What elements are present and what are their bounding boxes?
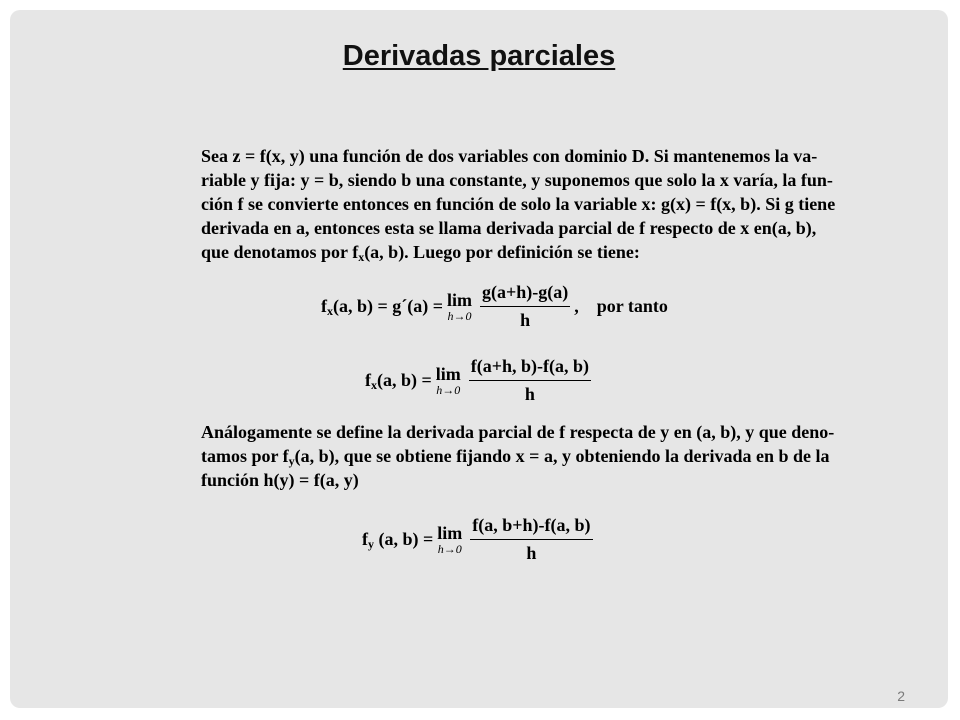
limit-subscript: h→0 — [437, 542, 462, 556]
function-symbol: f — [362, 529, 368, 549]
definition-paragraph — [201, 144, 881, 264]
limit-subscript: h→0 — [447, 309, 472, 323]
denominator: h — [526, 543, 537, 563]
limit-label: lim — [437, 523, 463, 543]
slide-title: Derivadas parciales — [342, 40, 616, 72]
paragraph-line: Sea z = f(x, y) una función de dos variables con dominio D. Si mantenemos la va- — [201, 146, 818, 166]
eq-lhs — [362, 529, 433, 550]
paragraph-line: ción f se convierte entonces en función de solo la variable x: g(x) = f(x, b). Si g tiene — [201, 194, 836, 214]
analogous-paragraph — [201, 420, 881, 492]
paragraph-line: Análogamente se define la derivada parcial de f respecta de y en (a, b), y que deno- — [201, 422, 835, 442]
eq-suffix: , por tanto — [574, 296, 668, 316]
slide — [10, 10, 948, 708]
subscript: x — [358, 250, 365, 264]
text-run: tamos por f — [201, 446, 289, 466]
fraction — [480, 282, 570, 331]
paragraph-line: derivada en a, entonces esta se llama derivada parcial de f respecto de x en(a, b), — [201, 218, 817, 238]
equation-partial-x-via-g — [321, 282, 668, 331]
subscript: x — [327, 304, 333, 318]
numerator: f(a+h, b)-f(a, b) — [469, 356, 591, 381]
paragraph-line: riable y fija: y = b, siendo b una constante, y suponemos que solo la x varía, la fun- — [201, 170, 833, 190]
eq-lhs — [321, 296, 443, 317]
limit-label: lim — [447, 290, 472, 310]
fraction — [469, 356, 591, 405]
page-number: 2 — [897, 688, 905, 704]
text-run: (a, b), que se obtiene fijando x = a, y obteniendo la derivada en b de la — [294, 446, 830, 466]
numerator: g(a+h)-g(a) — [480, 282, 570, 307]
eq-lhs — [365, 370, 432, 391]
eq-lhs-rest: (a, b) = g´(a) = — [333, 296, 443, 316]
eq-lhs-rest: (a, b) = — [374, 529, 434, 549]
limit-operator — [436, 365, 461, 396]
equation-partial-x — [365, 356, 595, 405]
fraction — [470, 515, 592, 564]
subscript: y — [288, 454, 295, 468]
text-run: que denotamos por f — [201, 242, 359, 262]
paragraph-line — [201, 240, 881, 264]
function-symbol: f — [321, 296, 327, 316]
paragraph-line — [201, 444, 881, 468]
subscript: x — [371, 378, 377, 392]
limit-operator — [437, 524, 462, 555]
function-symbol: f — [365, 370, 371, 390]
numerator: f(a, b+h)-f(a, b) — [470, 515, 592, 540]
denominator: h — [524, 384, 535, 404]
text-run: (a, b). Luego por definición se tiene: — [364, 242, 640, 262]
limit-operator — [447, 291, 472, 322]
limit-label: lim — [435, 364, 461, 384]
equation-partial-y — [362, 515, 597, 564]
denominator: h — [520, 310, 531, 330]
limit-subscript: h→0 — [436, 383, 461, 397]
paragraph-line: función h(y) = f(a, y) — [201, 470, 359, 490]
eq-lhs-rest: (a, b) = — [377, 370, 432, 390]
subscript: y — [368, 537, 374, 551]
